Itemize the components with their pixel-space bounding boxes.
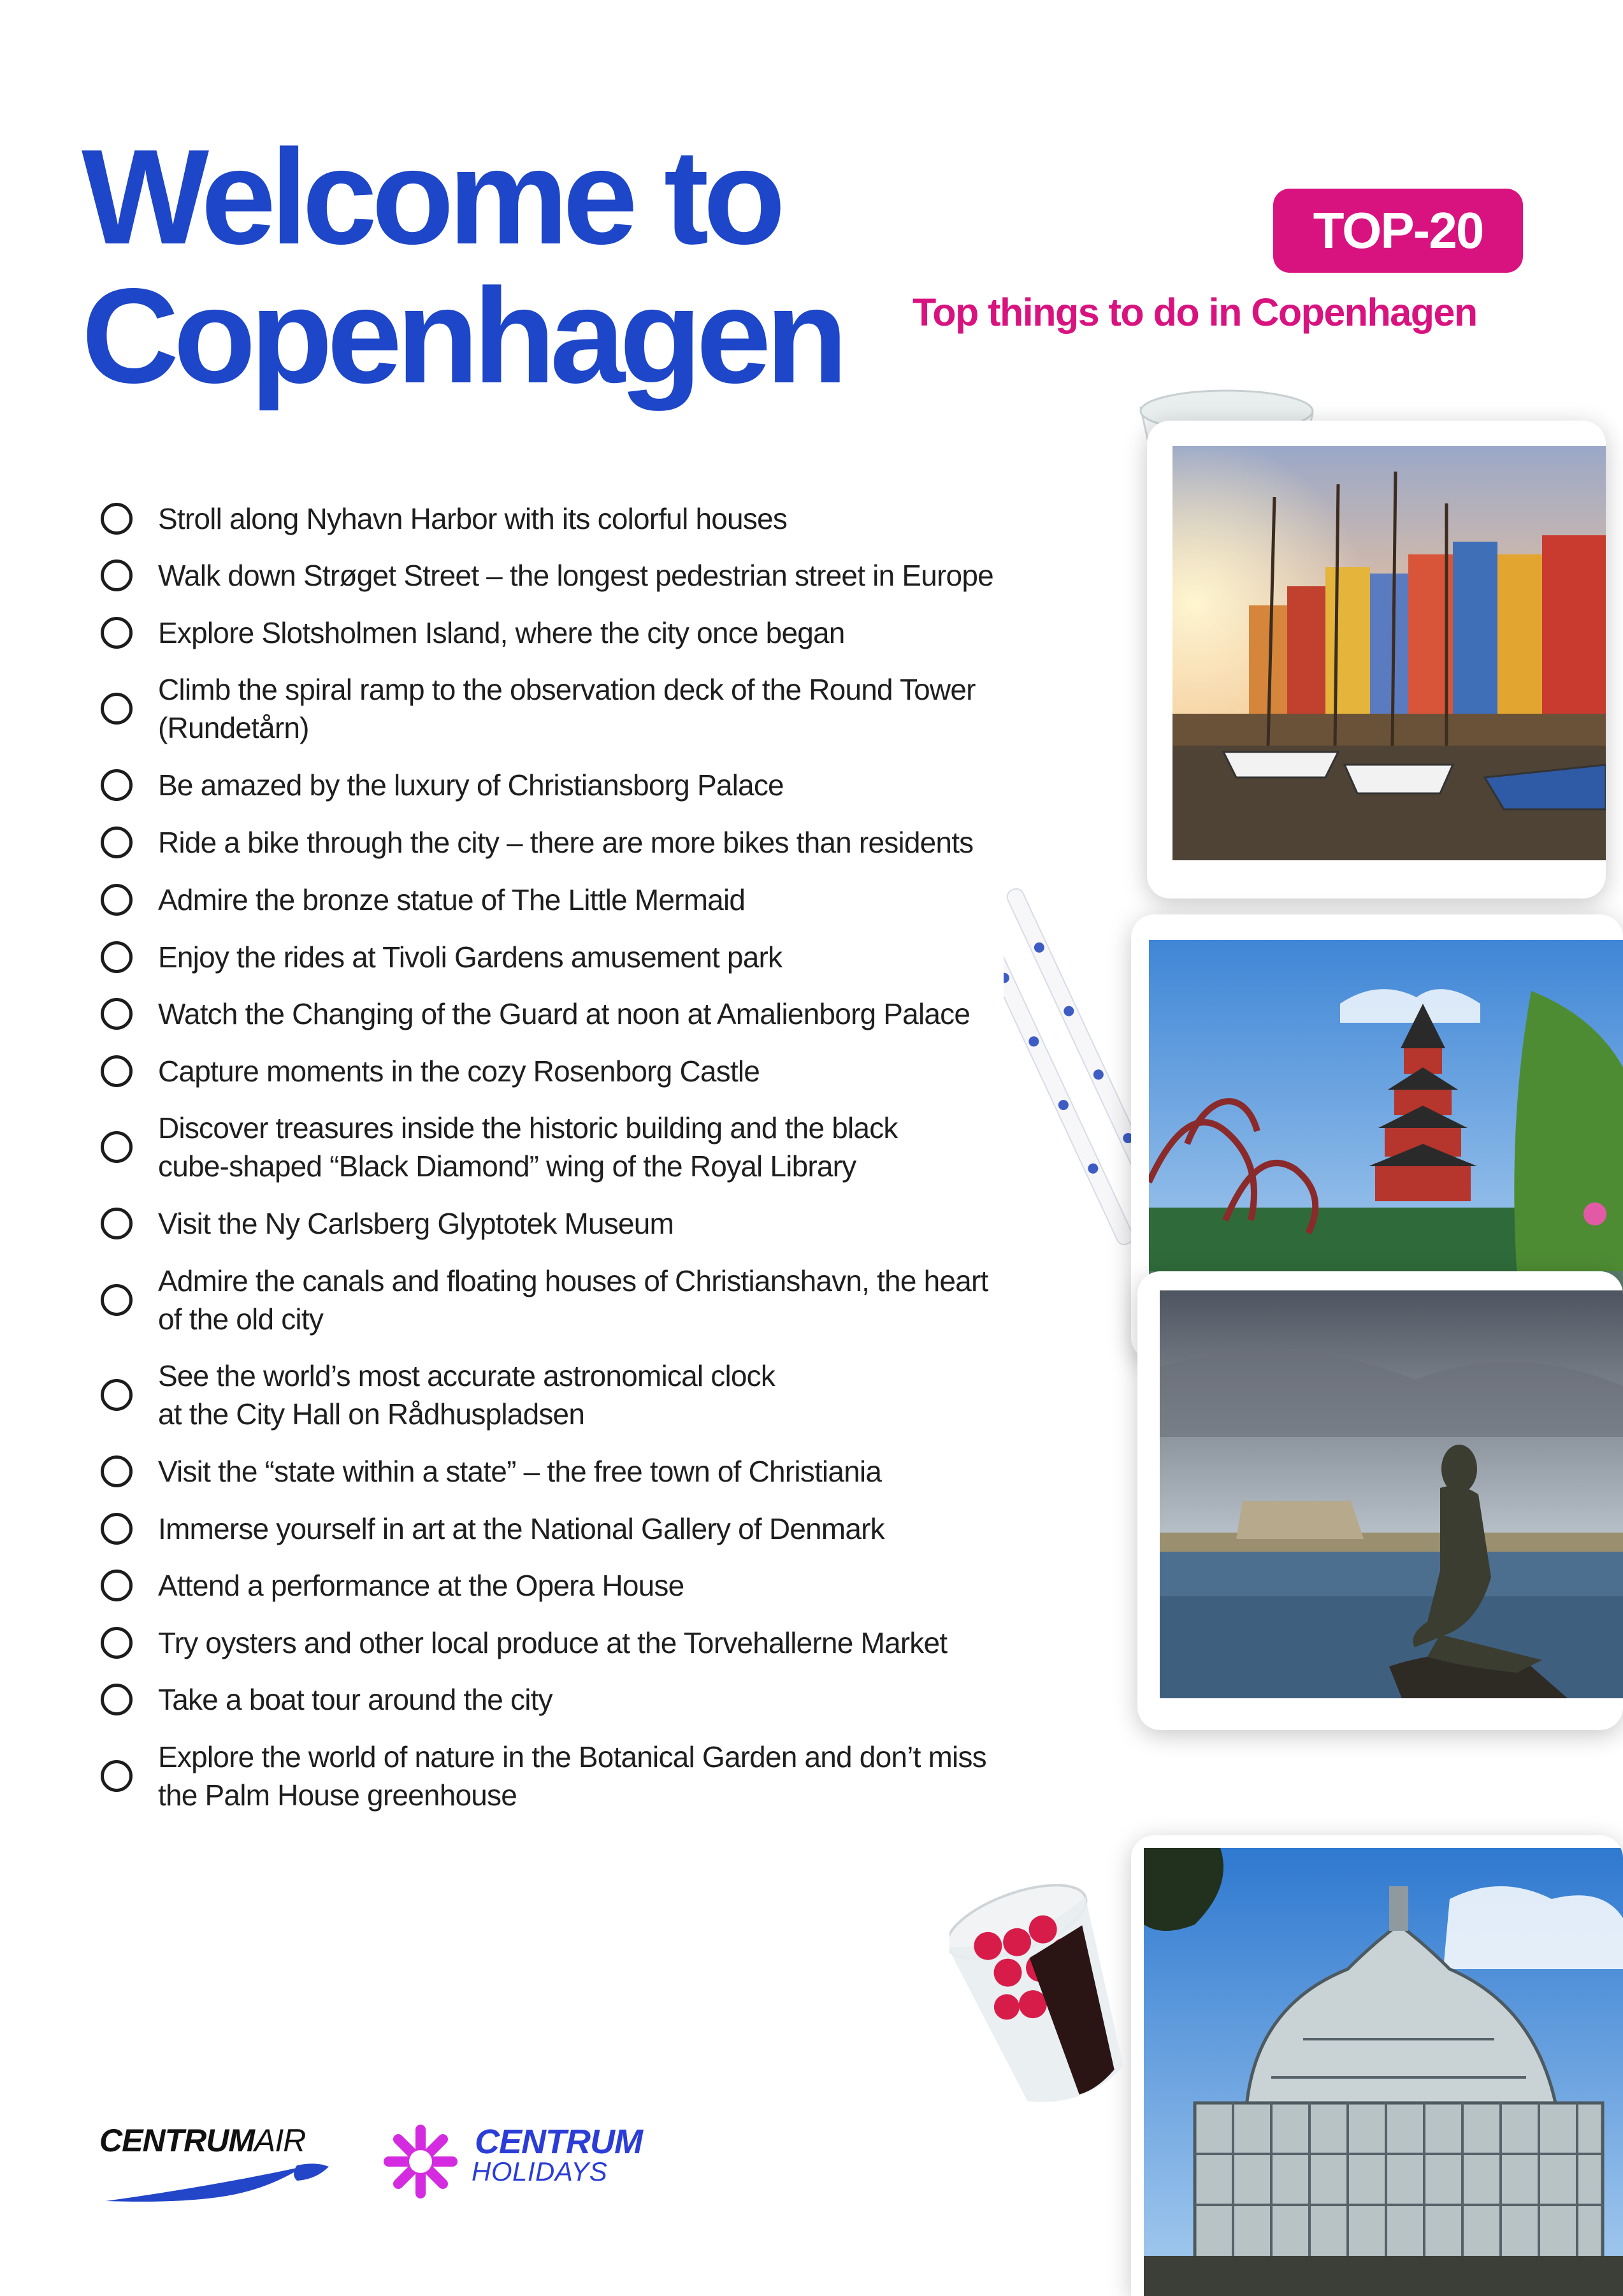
checklist-item[interactable]	[101, 1357, 1057, 1433]
checklist-item[interactable]	[101, 556, 1057, 595]
unchecked-circle-icon[interactable]	[101, 1379, 133, 1411]
checklist-item-text: Ride a bike through the city – there are more bikes than residents	[158, 826, 974, 859]
checklist-item-text: Visit the “state within a state” – the free town of Christiania	[158, 1455, 882, 1488]
unchecked-circle-icon[interactable]	[101, 1570, 133, 1601]
unchecked-circle-icon[interactable]	[101, 560, 133, 591]
centrum-air-bold: CENTRUM	[99, 2123, 254, 2158]
swallow-logo-icon	[106, 2162, 335, 2206]
unchecked-circle-icon[interactable]	[101, 503, 133, 535]
unchecked-circle-icon[interactable]	[101, 693, 133, 725]
checklist-item[interactable]	[101, 1680, 1057, 1719]
star-burst-logo-icon	[376, 2117, 465, 2206]
checklist-item[interactable]	[101, 1738, 1057, 1814]
checklist-item-text: Admire the bronze statue of The Little Mermaid	[158, 883, 746, 916]
checklist-item[interactable]	[101, 614, 1057, 652]
checklist-item-text: Take a boat tour around the city	[158, 1683, 552, 1716]
title-line-1: Welcome to	[82, 121, 780, 272]
checklist-item[interactable]	[101, 500, 1057, 538]
checklist-item[interactable]	[101, 766, 1057, 804]
unchecked-circle-icon[interactable]	[101, 617, 133, 649]
unchecked-circle-icon[interactable]	[101, 769, 133, 801]
palm-house-photo	[1131, 1835, 1623, 2296]
checklist-item[interactable]	[101, 1262, 1057, 1338]
unchecked-circle-icon[interactable]	[101, 884, 133, 916]
checklist-item-text: Walk down Strøget Street – the longest pedestrian street in Europe	[158, 559, 993, 592]
checklist-item-text: Discover treasures inside the historic building and the black cube-shaped “Black Diamond” wing of the Royal Library	[158, 1111, 898, 1183]
centrum-holidays-line-1: CENTRUM	[475, 2123, 642, 2161]
checklist-item-text: Attend a performance at the Opera House	[158, 1569, 684, 1602]
checklist-item-text: Explore the world of nature in the Botanical Garden and don’t miss the Palm House greenhouse	[158, 1740, 986, 1812]
unchecked-circle-icon[interactable]	[101, 1284, 133, 1316]
unchecked-circle-icon[interactable]	[101, 998, 133, 1030]
unchecked-circle-icon[interactable]	[101, 1055, 133, 1087]
checklist-item-text: Enjoy the rides at Tivoli Gardens amusement park	[158, 941, 783, 974]
unchecked-circle-icon[interactable]	[101, 827, 133, 858]
checklist-item[interactable]	[101, 1452, 1057, 1491]
checklist-item-text: Visit the Ny Carlsberg Glyptotek Museum	[158, 1207, 674, 1240]
checklist-item-text: Watch the Changing of the Guard at noon at Amalienborg Palace	[158, 997, 970, 1030]
checklist-item-text: Explore Slotsholmen Island, where the city once began	[158, 616, 845, 649]
checklist-item-text: Climb the spiral ramp to the observation deck of the Round Tower (Rundetårn)	[158, 673, 976, 744]
centrum-air-wordmark	[99, 2122, 305, 2159]
checklist-item-text: Try oysters and other local produce at the Torvehallerne Market	[158, 1626, 948, 1659]
page-title	[82, 121, 842, 411]
subtitle: Top things to do in Copenhagen	[912, 291, 1477, 334]
centrum-holidays-line-2: HOLIDAYS	[472, 2156, 608, 2186]
unchecked-circle-icon[interactable]	[101, 1760, 133, 1792]
title-line-2: Copenhagen	[82, 260, 842, 411]
checklist-item-text: Be amazed by the luxury of Christiansborg Palace	[158, 769, 784, 802]
unchecked-circle-icon[interactable]	[101, 1513, 133, 1545]
checklist-item[interactable]	[101, 881, 1057, 919]
unchecked-circle-icon[interactable]	[101, 1627, 133, 1659]
candles-image	[1004, 879, 1150, 1262]
checklist-item-text: Capture moments in the cozy Rosenborg Castle	[158, 1055, 760, 1088]
checklist-item[interactable]	[101, 1052, 1057, 1090]
checklist-item[interactable]	[101, 1510, 1057, 1548]
checklist-item[interactable]	[101, 1109, 1057, 1185]
unchecked-circle-icon[interactable]	[101, 941, 133, 973]
checklist-item[interactable]	[101, 823, 1057, 862]
checklist-item[interactable]	[101, 1624, 1057, 1662]
centrum-air-light: AIR	[254, 2123, 306, 2158]
unchecked-circle-icon[interactable]	[101, 1208, 133, 1239]
unchecked-circle-icon[interactable]	[101, 1131, 133, 1163]
nyhavn-photo	[1147, 421, 1606, 899]
checklist-item[interactable]	[101, 1566, 1057, 1605]
candy-tub-image	[949, 1874, 1134, 2128]
checklist-item-text: See the world’s most accurate astronomical clock at the City Hall on Rådhuspladsen	[158, 1359, 775, 1431]
little-mermaid-photo	[1137, 1271, 1623, 1730]
checklist-item[interactable]	[101, 1204, 1057, 1243]
checklist-item[interactable]	[101, 995, 1057, 1033]
checklist-item[interactable]	[101, 670, 1057, 747]
checklist-item-text: Immerse yourself in art at the National Gallery of Denmark	[158, 1512, 884, 1545]
unchecked-circle-icon[interactable]	[101, 1684, 133, 1715]
top-20-badge: TOP-20	[1273, 189, 1523, 273]
checklist-item[interactable]	[101, 938, 1057, 976]
unchecked-circle-icon[interactable]	[101, 1455, 133, 1487]
checklist-item-text: Stroll along Nyhavn Harbor with its colorful houses	[158, 502, 788, 535]
checklist-item-text: Admire the canals and floating houses of Christianshavn, the heart of the old city	[158, 1264, 988, 1336]
